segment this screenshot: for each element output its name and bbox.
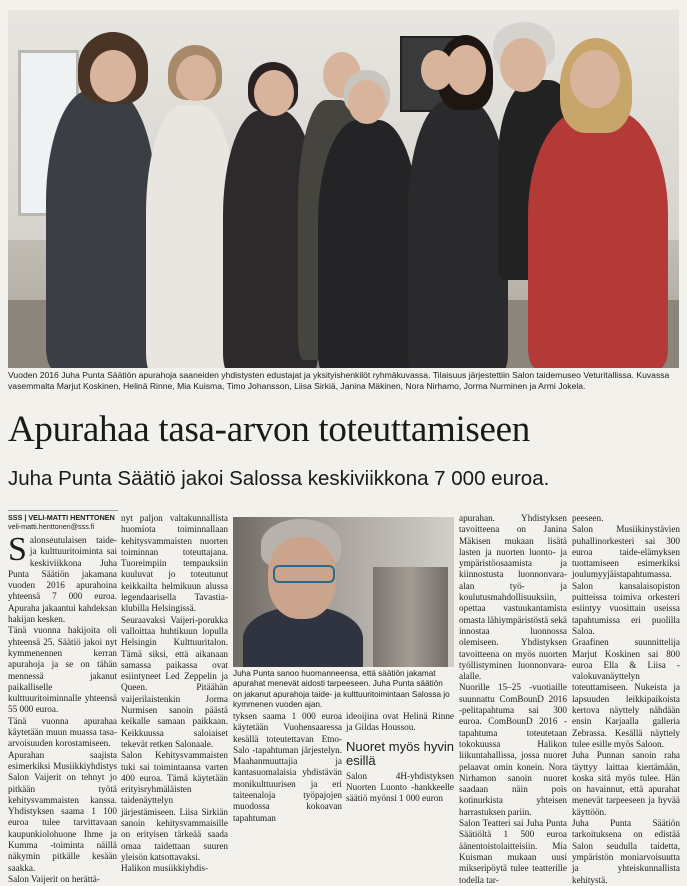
col3-paragraph-2: Salon 4H-yhdistyksen Nuorten Luonto -hankkeelle säätiö myönsi 1 000 euron bbox=[346, 770, 454, 804]
byline-rule bbox=[8, 510, 118, 511]
column-2 bbox=[121, 513, 228, 875]
col1-paragraph-3: Tänä vuonna apurahaa käytetään muun muassa tasa-arvoisuuden korostamiseen. bbox=[8, 715, 117, 749]
col4-paragraph-3: Salon Teatteri sai Juha Punta Säätiöltä 1 500 euroa äänentoistolaitteisiin. Mia Kuisman mukaan uusi mikseripöytä tulee teatterille todella tar- bbox=[459, 818, 567, 885]
col4-paragraph-1: apurahan. Yhdistyksen tavoitteena on Janina Mäkisen mukaan lisätä lasten ja nuorten luonto- ja ympäristöosaamista ja kiinnostusta luonnonvara-alan työ- ja koulutusmahdollisuuksiin, opettaa vastuukantamista omasta lähiympäristöstä sekä innostaa luonnossa olemiseen. Yhdistyksen tavoitteena on myös nuorten työllistyminen luonnonvara-alalle. bbox=[459, 513, 567, 682]
column-1 bbox=[8, 531, 117, 885]
person-1 bbox=[46, 90, 156, 368]
portrait-photo bbox=[233, 517, 454, 667]
col5-paragraph-3: Graafinen suunnittelija Marjut Koskinen sai 800 euroa Ella & Liisa -valokuvanäyttelyn toteuttamiseen. Nukeista ja lapsuuden leikkipaikoista kertova näyttely nähdään ensin Karjaalla galleria Zebrassa. Kesällä näyttely tulee esille myös Saloon. bbox=[572, 637, 680, 749]
section-subhead: Nuoret myös hyvin esillä bbox=[346, 738, 454, 768]
background-figures bbox=[373, 567, 448, 667]
col1-paragraph-5: Salon Vaijerit on herättä- bbox=[8, 873, 100, 884]
col5-paragraph-2: Salon Musiikinystävien puhallinorkesteri sai 300 euroa taide-elämyksen tuottamiseen esimerkiksi joulumyyjäistapahtumassa. Salon kansalaisopiston puitteissa toimiva orkesteri esiintyy vuosittain useissa tapahtumissa eri puolilla Saloa. bbox=[572, 524, 680, 636]
article-headline: Apurahaa tasa-arvon toteuttamiseen bbox=[8, 409, 530, 450]
person-6b-head bbox=[421, 50, 453, 90]
col1-paragraph-4: Apurahan saajista esimerkiksi Musiikkiyhdistys Salon Vaijerit on tehnyt jo pitkään työtä kehitysvammaisten kanssa. Yhdistyksen saama 1 100 euroa tulee tarvittavaan kaupunkiolohuone Ihme ja Kumma -toiminta näillä näkymin pitkälle kesään saakka. bbox=[8, 749, 117, 873]
person-2-head bbox=[176, 55, 216, 101]
person-5 bbox=[318, 120, 418, 368]
col1-paragraph-2: Tänä vuonna hakijoita oli yhteensä 25. Säätiö jakoi nyt kymmenennen kerran apurahoja ja se on tähän mennessä jakanut paikalliselle kulttuuritoiminnalle yhteensä 55 000 euroa. bbox=[8, 625, 117, 715]
person-6 bbox=[408, 100, 508, 368]
photo-caption: Vuoden 2016 Juha Punta Säätiön apurahoja saaneiden yhdistysten edustajat ja yksityishenkilöt ryhmäkuvassa. Tilaisuus järjestettiin Salon taidemuseo Veturitallissa. Kuvassa vasemmalta Marjut Koskinen, Helinä Rinne, Mia Kuisma, Timo Johansson, Liisa Sirkiä, Janina Mäkinen, Nora Nirhamo, Jorma Nurminen ja Armi Jokela. bbox=[8, 370, 670, 391]
col1-paragraph-1: alonseutulaisen taide- ja kulttuuritoiminta sai keskiviikkona Juha Punta Säätiön jakamana vuoden 2016 apurahoina yhteensä 7 000 euroa. Apuraha jakaantui kahdeksan hakijan kesken. bbox=[8, 535, 117, 625]
column-5 bbox=[572, 513, 680, 886]
col2-paragraph-4: Halikon musiikkiyhdis- bbox=[121, 863, 209, 874]
article-subheadline: Juha Punta Säätiö jakoi Salossa keskiviikkona 7 000 euroa. bbox=[8, 467, 550, 490]
col5-paragraph-1: peeseen. bbox=[572, 513, 604, 523]
person-3-head bbox=[254, 70, 294, 116]
person-8 bbox=[528, 110, 668, 368]
column-3 bbox=[346, 711, 454, 804]
col2b-paragraph: tyksen saama 1 000 euroa käytetään Vuohensaaressa kesällä toteutettavan Etno-Salo -tapahtuman järjestelyn. Maahanmuuttajia ja kantasuomalaisia yhdistävän monikulttuurisen ja eri taiteenaloja työpajojen muodossa kokoavan tapahtuman bbox=[233, 711, 342, 823]
person-5-head bbox=[348, 80, 386, 124]
col5-paragraph-5: Juha Punta Säätiön tarkoituksena on edistää Salon seudulla taidetta, ympäristön moniarvoisuutta ja yhteiskunnallista kehitystä. bbox=[572, 818, 680, 885]
group-photo bbox=[8, 10, 679, 368]
column-4 bbox=[459, 513, 567, 886]
person-8-head bbox=[570, 50, 620, 108]
byline bbox=[8, 513, 118, 531]
col2-paragraph-1: nyt paljon valtakunnallista huomiota toiminnallaan kehitysvammaisten nuorten toiminnan toteuttajana. Tuoreimpiin tempauksiin kuuluvat jo toteutunut keikkailta helmikuun alussa legendaarisella Tavastia-klubilla Helsingissä. bbox=[121, 513, 228, 614]
col2-paragraph-2: Seuraavaksi Vaijeri-porukka valloittaa huhtikuun lopulla Helsingin Kulttuuritalon. Tämä siksi, että aikanaan samassa paikassa ovat esiintyneet Led Zeppelin ja Queen. Pitäähän vaijerilaistenkin Jorma Nurmisen sanoin päästä keikalle samaan paikkaan. Keikkuussa saloiaiset tekevät retken Salonaale. bbox=[121, 614, 228, 749]
person-7-head bbox=[500, 38, 546, 92]
col5-paragraph-4: Juha Punnan sanoin raha täyttyy laittaa kiertämään, koska sitä myös tulee. Hän on havainnut, että apurahat menevät tarpeeseen ja hyvää käyttöön. bbox=[572, 750, 680, 817]
byline-email: veli-matti.henttonen@sss.fi bbox=[8, 522, 95, 531]
column-2b bbox=[233, 711, 342, 824]
dropcap: S bbox=[8, 531, 27, 568]
col3-paragraph-1: ideoijina ovat Helinä Rinne ja Gildas Houssou. bbox=[346, 711, 454, 733]
glasses-icon bbox=[273, 565, 335, 583]
person-1-head bbox=[90, 50, 136, 102]
byline-source: SSS | VELI-MATTI HENTTONEN bbox=[8, 513, 115, 522]
col2-paragraph-3: Salon Kehitysvammaisten tuki sai toimintaansa varten 400 euroa. Tämä käytetään erityisryhmäläisten taidenäyttelyn järjestämiseen. Liisa Sirkiän sanoin kehitysvammaisille on erityisen tärkeää saada omaa taidettaan suuren yleisön katsottavaksi. bbox=[121, 750, 228, 862]
portrait-caption: Juha Punta sanoo huomanneensa, että säätiön jakamat apurahat menevät aidosti tarpeeseen. Juha Punta säätiön on jakanut apurahoja taide- ja kulttuuritoimintaan Salossa jo kymmenen vuoden ajan. bbox=[233, 669, 450, 709]
col4-paragraph-2: Nuorille 15–25 -vuotiaille suunnattu ComBounD 2016 -pelitapahtuma sai 300 euroa. ComBounD 2016 -tapahtuma toteutetaan tokokuussa Halikon liikuntahallissa, jossa nuoret pelaavat omin konein. Nora Nirhamon sanoin nuoret saadaan näin pois kotinurkista yhteisen harrastuksen pariin. bbox=[459, 682, 567, 817]
